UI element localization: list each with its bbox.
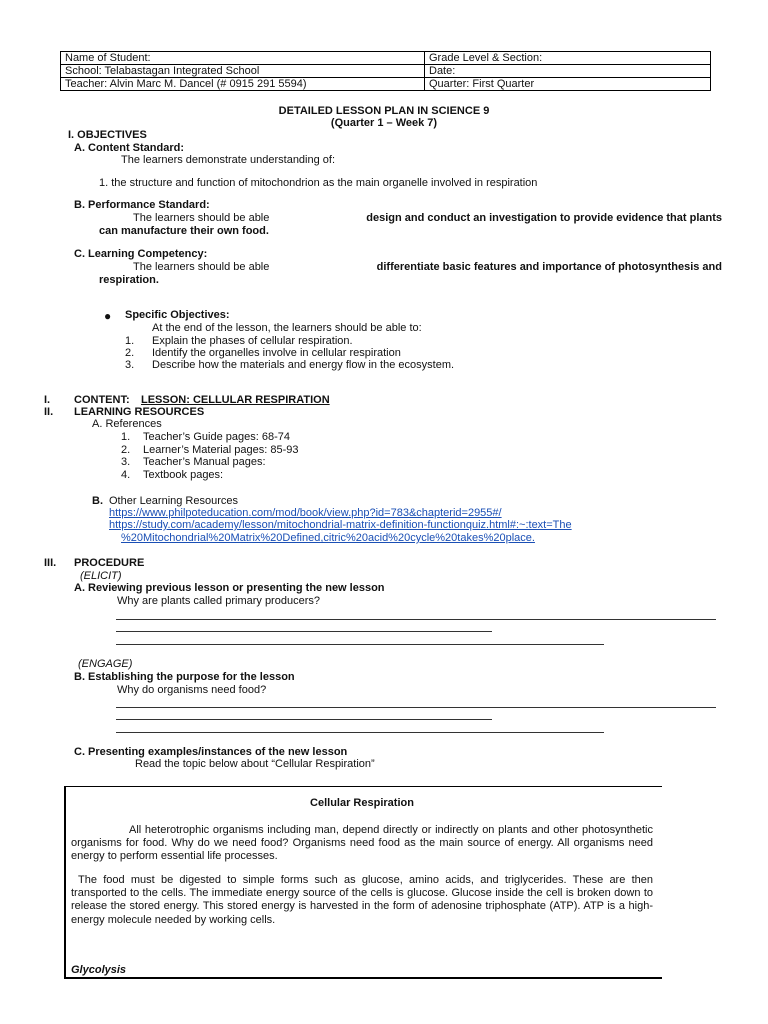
specific-objective-num: 2.	[125, 347, 135, 359]
content-standard-item: 1. the structure and function of mitochondrion as the main organelle involved in respiration	[99, 177, 538, 189]
reference-text: Teacher’s Manual pages:	[143, 456, 266, 468]
header-row	[61, 52, 711, 65]
answer-line[interactable]	[116, 619, 716, 620]
answer-line[interactable]	[116, 719, 492, 720]
header-row	[61, 78, 711, 91]
school-cell: School: Telabastagan Integrated School	[61, 65, 425, 78]
other-resources-num: B.	[92, 495, 103, 507]
answer-line[interactable]	[116, 644, 604, 645]
quarter-cell: Quarter: First Quarter	[425, 78, 711, 91]
performance-lead: The learners should be able	[133, 212, 270, 224]
bullet-icon: ●	[104, 309, 112, 323]
answer-line[interactable]	[116, 732, 604, 733]
header-row	[61, 65, 711, 78]
content-lesson: LESSON: CELLULAR RESPIRATION	[141, 394, 330, 406]
reading-paragraph-2: The food must be digested to simple forms such as glucose, amino acids, and triglycerides. These are then transported to the cells. The immediate energy source of the cells is glucose. Glucose inside the cell is broken down to release the stored energy. This stored energy is harvested in the form of adenosine triphosphate (ATP). ATP is a high-energy molecule needed by working cells.	[71, 874, 653, 926]
reviewing-title: A. Reviewing previous lesson or presenting the new lesson	[74, 582, 385, 594]
presenting-instruction: Read the topic below about “Cellular Respiration”	[135, 758, 375, 770]
specific-objective-num: 1.	[125, 335, 135, 347]
specific-objective-text: Describe how the materials and energy flow in the ecosystem.	[152, 359, 455, 371]
learning-competency-title: C. Learning Competency:	[74, 248, 208, 260]
other-resources-title: Other Learning Resources	[109, 495, 239, 507]
performance-standard-line-2: can manufacture their own food.	[99, 225, 269, 237]
answer-line[interactable]	[116, 707, 716, 708]
reference-text: Learner’s Material pages: 85-93	[143, 444, 299, 456]
competency-bold: differentiate basic features and importance of photosynthesis and	[376, 261, 722, 273]
establishing-title: B. Establishing the purpose for the lesson	[74, 671, 295, 683]
date-cell: Date:	[425, 65, 711, 78]
content-label: CONTENT:	[74, 394, 130, 406]
glycolysis-heading: Glycolysis	[71, 964, 127, 976]
resources-num: II.	[44, 406, 54, 418]
performance-bold: design and conduct an investigation to provide evidence that plants	[366, 212, 722, 224]
competency-lead: The learners should be able	[133, 261, 270, 273]
objectives-heading: I. OBJECTIVES	[68, 129, 147, 141]
reference-num: 3.	[121, 456, 131, 468]
answer-line[interactable]	[116, 631, 492, 632]
resource-link-study-line-1[interactable]: https://study.com/academy/lesson/mitochondrial-matrix-definition-functionquiz.html#:~:text=The	[109, 519, 572, 531]
reference-num: 4.	[121, 469, 131, 481]
learning-competency-line-1	[133, 261, 722, 274]
specific-objective-num: 3.	[125, 359, 135, 371]
references-title: A. References	[92, 418, 162, 430]
document-title: DETAILED LESSON PLAN IN SCIENCE 9	[278, 105, 490, 117]
specific-objectives-intro: At the end of the lesson, the learners should be able to:	[152, 322, 422, 334]
reviewing-question: Why are plants called primary producers?	[117, 595, 320, 607]
resources-label: LEARNING RESOURCES	[74, 406, 205, 418]
elicit-label: (ELICIT)	[80, 570, 122, 582]
content-standard-intro: The learners demonstrate understanding of:	[121, 154, 336, 166]
presenting-title: C. Presenting examples/instances of the new lesson	[74, 746, 348, 758]
specific-objectives-title: Specific Objectives:	[125, 309, 230, 321]
learning-competency-line-2: respiration.	[99, 274, 159, 286]
reading-title: Cellular Respiration	[310, 797, 414, 809]
reference-text: Teacher’s Guide pages: 68-74	[143, 431, 290, 443]
resource-link-study-line-2[interactable]: %20Mitochondrial%20Matrix%20Defined,citric%20acid%20cycle%20takes%20place.	[121, 532, 535, 544]
reference-text: Textbook pages:	[143, 469, 224, 481]
document-subtitle: (Quarter 1 – Week 7)	[330, 117, 438, 129]
student-name-cell: Name of Student:	[61, 52, 425, 65]
specific-objective-text: Identify the organelles involve in cellular respiration	[152, 347, 401, 359]
grade-section-cell: Grade Level & Section:	[425, 52, 711, 65]
procedure-num: III.	[44, 557, 57, 569]
reference-num: 2.	[121, 444, 131, 456]
establishing-question: Why do organisms need food?	[117, 684, 267, 696]
performance-standard-title: B. Performance Standard:	[74, 199, 210, 211]
engage-label: (ENGAGE)	[78, 658, 133, 670]
performance-standard-line-1	[133, 212, 722, 225]
specific-objective-text: Explain the phases of cellular respiration.	[152, 335, 353, 347]
reference-num: 1.	[121, 431, 131, 443]
teacher-cell: Teacher: Alvin Marc M. Dancel (# 0915 291 5594)	[61, 78, 425, 91]
header-table	[60, 51, 711, 91]
content-standard-title: A. Content Standard:	[74, 142, 184, 154]
content-num: I.	[44, 394, 51, 406]
reading-paragraph-1: All heterotrophic organisms including man, depend directly or indirectly on plants and other photosynthetic organisms for food. Why do we need food? Organisms need food as the main source of energy. All organisms need energy to perform essential life processes.	[71, 824, 653, 863]
resource-link-philpot[interactable]: https://www.philpoteducation.com/mod/book/view.php?id=783&chapterid=2955#/	[109, 507, 502, 519]
procedure-label: PROCEDURE	[74, 557, 145, 569]
